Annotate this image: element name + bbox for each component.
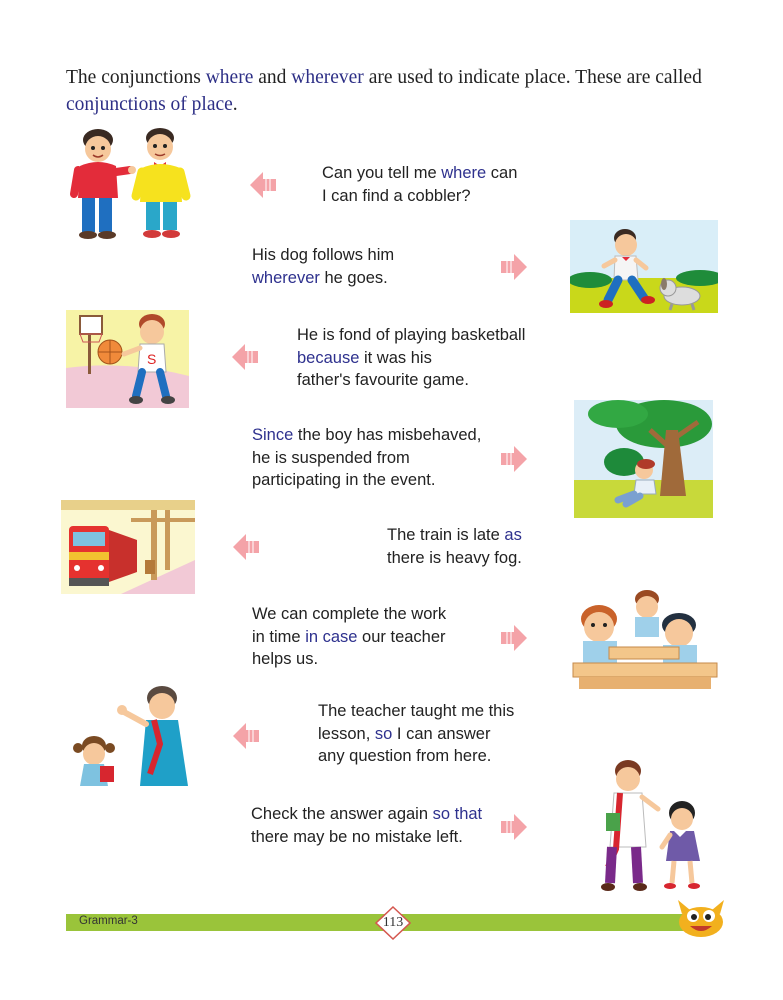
teacher-girl-image [64, 684, 194, 786]
basketball-boy-image [66, 310, 189, 408]
children-studying-image [569, 583, 719, 693]
sentence-8: Check the answer again so that there may be no mistake left. [251, 805, 483, 846]
sentence-3: He is fond of playing basketball because it was his father's favourite game. [297, 326, 526, 389]
sentence-1: Can you tell me where can I can find a cobbler? [322, 164, 518, 205]
arrow-right-icon [501, 812, 527, 842]
term-conjunctions-of-place: conjunctions of place [66, 94, 233, 115]
intro-paragraph: The conjunctions where and wherever are used to indicate place. These are called conjunctions of place. [66, 67, 702, 115]
two-boys-image [66, 124, 192, 242]
arrow-right-icon [501, 623, 527, 653]
sentence-7: The teacher taught me this lesson, so I can answer any question from here. [318, 702, 515, 765]
conjunction-so: so [374, 724, 393, 743]
train-station-image [61, 500, 195, 594]
arrow-right-icon [501, 252, 527, 282]
footer-label: Grammar-3 [79, 915, 138, 927]
teacher-talking-image [582, 757, 704, 893]
arrow-left-icon [233, 721, 259, 751]
arrow-left-icon [232, 342, 258, 372]
sentence-2: His dog follows him wherever he goes. [252, 246, 395, 287]
term-wherever: wherever [291, 67, 364, 88]
conjunction-so-that: so that [432, 805, 483, 823]
mascot-icon [676, 896, 726, 938]
term-where: where [205, 67, 254, 88]
sentence-4: Since the boy has misbehaved, he is suspended from participating in the event. [252, 426, 482, 489]
sentence-5: The train is late as there is heavy fog. [387, 526, 522, 567]
page-number-badge [375, 906, 411, 940]
arrow-right-icon [501, 444, 527, 474]
page-number: 113 [382, 915, 404, 930]
conjunction-as: as [504, 526, 522, 544]
boy-under-tree-image [574, 400, 713, 518]
conjunction-where: where [441, 164, 487, 182]
conjunction-because: because [297, 348, 360, 367]
boy-dog-image [570, 220, 718, 313]
conjunction-in-case: in case [305, 627, 358, 646]
arrow-left-icon [250, 170, 276, 200]
arrow-left-icon [233, 532, 259, 562]
sentence-6: We can complete the work in time in case our teacher helps us. [252, 605, 447, 668]
conjunction-wherever: wherever [252, 268, 320, 287]
svg-text:S: S [147, 351, 157, 367]
conjunction-since: Since [252, 426, 294, 444]
